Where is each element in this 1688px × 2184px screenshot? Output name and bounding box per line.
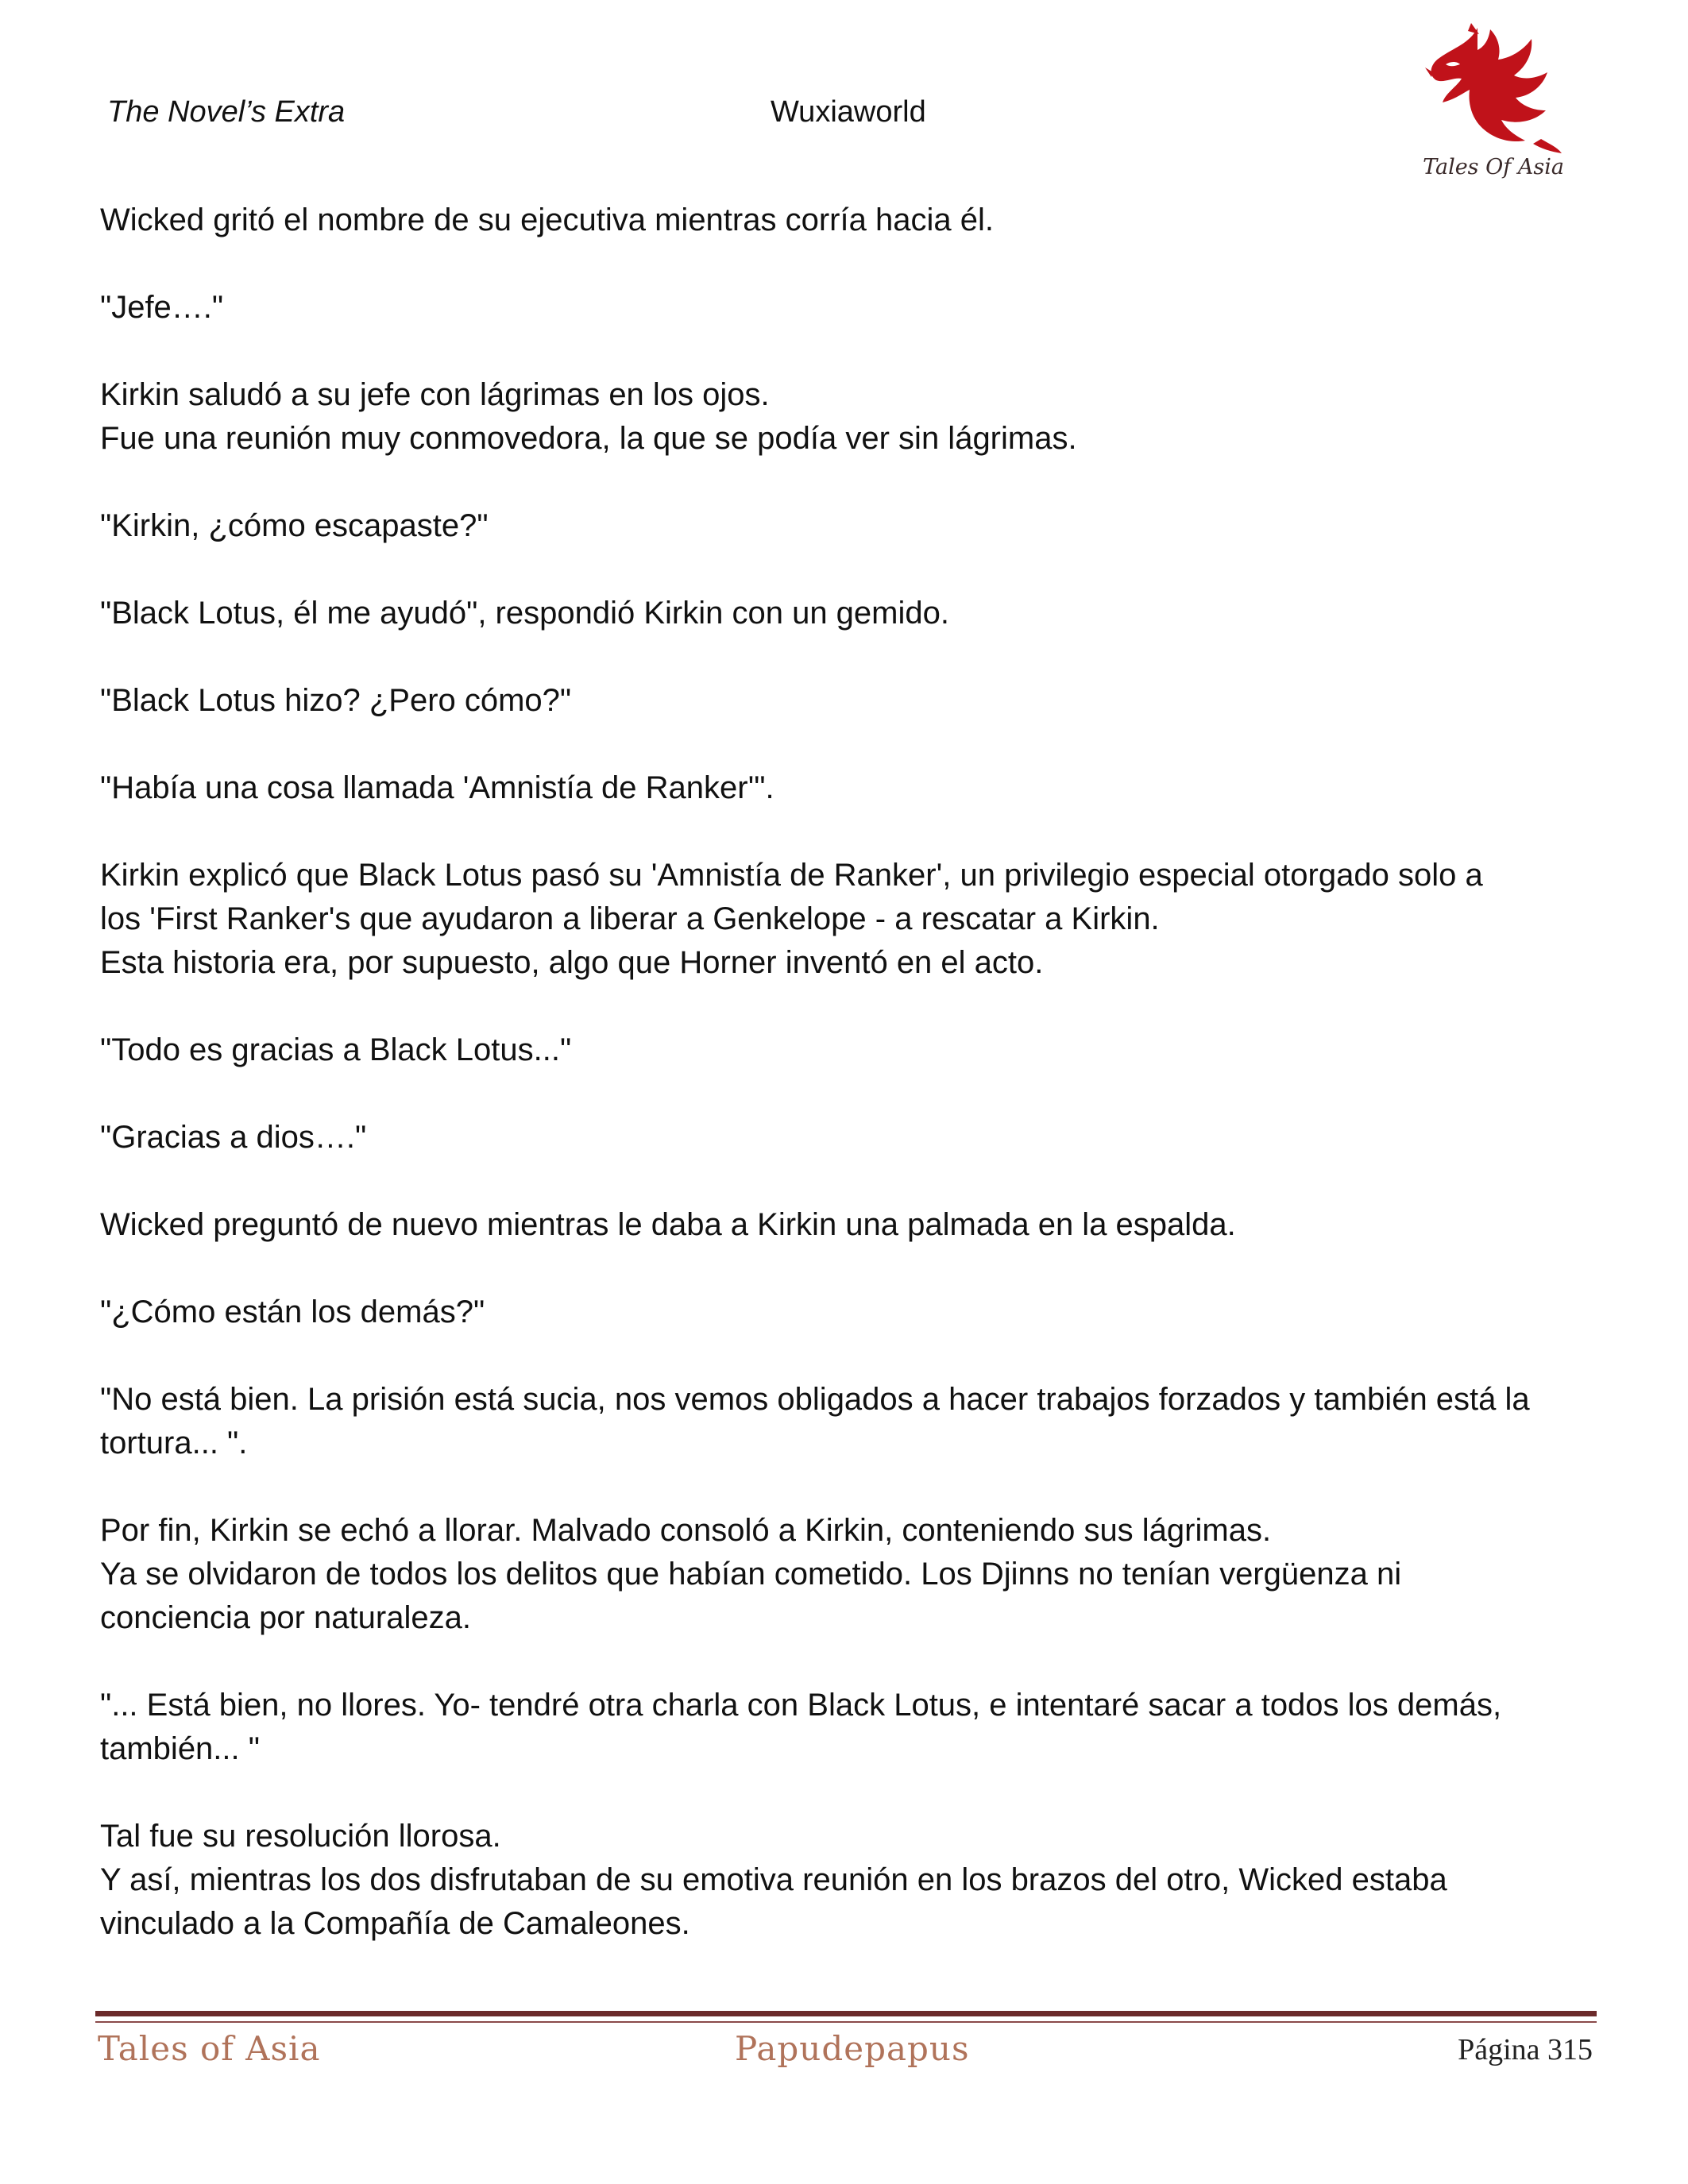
paragraph: [100, 504, 1593, 548]
text-line: "Todo es gracias a Black Lotus...": [100, 1032, 572, 1067]
paragraph: [100, 1291, 1593, 1334]
text-line: Kirkin explicó que Black Lotus pasó su 'Amnistía de Ranker', un privilegio especial otorgado solo a: [100, 858, 1483, 893]
paragraph: [100, 592, 1593, 635]
text-line: los 'First Ranker's que ayudaron a liberar a Genkelope - a rescatar a Kirkin.: [100, 901, 1160, 936]
paragraph: [100, 373, 1593, 461]
footer-translator: Papudepapus: [735, 2029, 970, 2068]
text-line: Wicked preguntó de nuevo mientras le daba a Kirkin una palmada en la espalda.: [100, 1207, 1236, 1242]
dragon-icon: [1422, 20, 1565, 159]
paragraph: [100, 1116, 1593, 1160]
text-line: tortura... ".: [100, 1426, 248, 1461]
footer-rule: [95, 2011, 1597, 2016]
text-line: "Black Lotus, él me ayudó", respondió Kirkin con un gemido.: [100, 596, 949, 631]
text-line: Y así, mientras los dos disfrutaban de su emotiva reunión en los brazos del otro, Wicked estaba: [100, 1862, 1447, 1897]
text-line: Kirkin saludó a su jefe con lágrimas en los ojos.: [100, 377, 770, 412]
paragraph: [100, 1684, 1593, 1771]
paragraph: [100, 679, 1593, 723]
text-line: "Había una cosa llamada 'Amnistía de Ranker'".: [100, 770, 774, 805]
site-name: Wuxiaworld: [771, 95, 926, 129]
tales-of-asia-logo: [1422, 20, 1565, 191]
footer-brand: Tales of Asia: [98, 2029, 321, 2068]
page-number: Página 315: [1458, 2033, 1593, 2066]
footer-rule-thin: [95, 2021, 1597, 2023]
text-line: Esta historia era, por supuesto, algo que Horner inventó en el acto.: [100, 945, 1044, 980]
novel-title: The Novel’s Extra: [107, 95, 346, 129]
text-line: vinculado a la Compañía de Camaleones.: [100, 1906, 690, 1941]
text-line: "No está bien. La prisión está sucia, nos vemos obligados a hacer trabajos forzados y también está la: [100, 1382, 1530, 1417]
paragraph: [100, 854, 1593, 985]
text-line: Tal fue su resolución llorosa.: [100, 1819, 501, 1854]
logo-text: Tales Of Asia: [1423, 155, 1564, 179]
paragraph: [100, 1028, 1593, 1072]
text-line: Wicked gritó el nombre de su ejecutiva mientras corría hacia él.: [100, 203, 994, 237]
paragraph: [100, 286, 1593, 330]
text-line: Ya se olvidaron de todos los delitos que habían cometido. Los Djinns no tenían vergüenza ni: [100, 1557, 1402, 1592]
paragraph: [100, 766, 1593, 810]
page-header: [0, 0, 1688, 199]
text-line: Por fin, Kirkin se echó a llorar. Malvado consoló a Kirkin, conteniendo sus lágrimas.: [100, 1513, 1272, 1548]
text-line: "¿Cómo están los demás?": [100, 1295, 485, 1329]
page-footer: [0, 2029, 1688, 2093]
paragraph: [100, 1203, 1593, 1247]
paragraph: [100, 1815, 1593, 1946]
paragraph: [100, 1509, 1593, 1640]
text-line: "Jefe….": [100, 290, 224, 325]
text-line: "Kirkin, ¿cómo escapaste?": [100, 508, 489, 543]
paragraph: [100, 1378, 1593, 1465]
text-line: "... Está bien, no llores. Yo- tendré otra charla con Black Lotus, e intentaré sacar a todos los demás,: [100, 1688, 1502, 1723]
text-line: "Gracias a dios….": [100, 1120, 367, 1155]
text-line: conciencia por naturaleza.: [100, 1600, 471, 1635]
chapter-body: [100, 199, 1593, 1989]
paragraph: [100, 199, 1593, 242]
text-line: también... ": [100, 1731, 260, 1766]
text-line: "Black Lotus hizo? ¿Pero cómo?": [100, 683, 572, 718]
text-line: Fue una reunión muy conmovedora, la que se podía ver sin lágrimas.: [100, 421, 1077, 456]
